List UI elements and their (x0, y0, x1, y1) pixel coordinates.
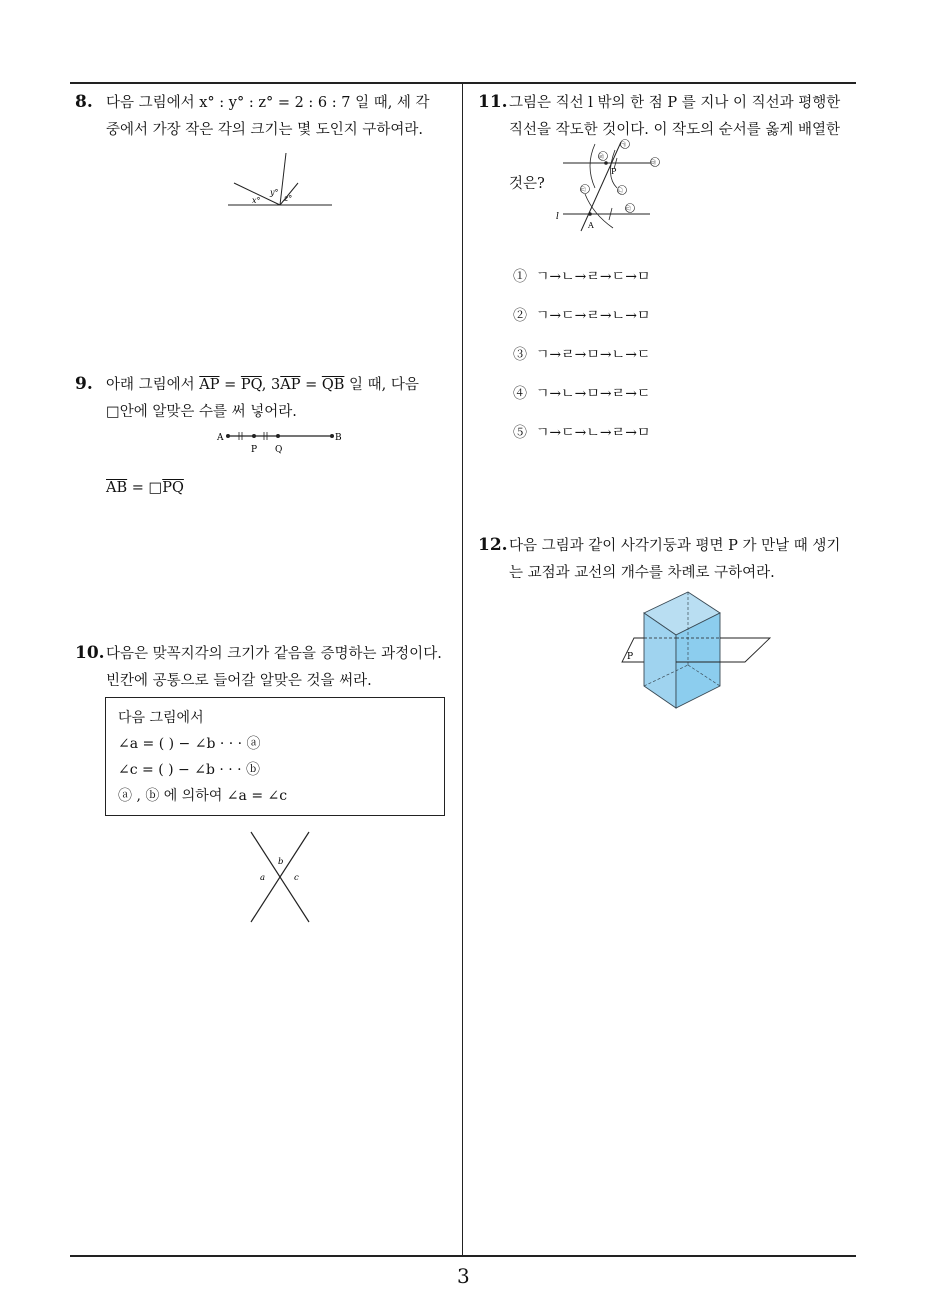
q11-label-a: A (588, 221, 594, 230)
q9-answer-equation (106, 480, 184, 496)
q11-label-k5: ㉤ (650, 160, 657, 167)
q9-text-mid: , 3 (261, 377, 281, 393)
q11-label-k2: ㉡ (617, 188, 624, 195)
q8-text-line1: 다음 그림에서 x° : y° : z° = 2 : 6 : 7 일 때, 세 각 (106, 95, 430, 111)
q10-box-line-2: ∠a = ( ) − ∠b · · · ⓐ (118, 736, 261, 752)
q11-option-4[interactable]: ④ ㄱ→ㄴ→ㅁ→ㄹ→ㄷ (513, 386, 651, 402)
q12-text-line2: 는 교점과 교선의 개수를 차례로 구하여라. (509, 565, 775, 581)
q9-answer-seg-ab: $\overline{AB}$ (106, 480, 128, 496)
q9-label-p: P (251, 445, 258, 455)
q9-label-b: B (335, 433, 342, 443)
q10-label-a: a (260, 873, 266, 883)
q8-label-z: z° (284, 194, 293, 203)
q9-text-post: 일 때, 다음 (344, 377, 419, 393)
q10-proof-box (105, 697, 445, 816)
q9-label-a: A (217, 433, 224, 443)
q9-number: 9. (75, 374, 93, 394)
q8-label-x: x° (252, 196, 261, 205)
q10-vertical-angle-figure (245, 830, 315, 924)
q10-label-b: b (278, 857, 284, 867)
q8-number: 8. (75, 92, 93, 112)
q11-number: 11. (478, 92, 508, 112)
q11-text-line3: 것은? (509, 176, 545, 192)
q11-label-k3b: ㉢ (625, 206, 632, 213)
q11-label-l: l (556, 212, 559, 222)
q12-text-line1: 다음 그림과 같이 사각기둥과 평면 P 가 만날 때 생기 (509, 538, 841, 554)
q12-label-p: P (627, 652, 634, 662)
q10-box-line-3: ∠c = ( ) − ∠b · · · ⓑ (118, 762, 261, 778)
q11-text-line2: 직선을 작도한 것이다. 이 작도의 순서를 옳게 배열한 (509, 122, 841, 138)
q11-construction-figure (555, 136, 670, 234)
q12-number: 12. (478, 535, 508, 555)
q9-answer-mid: = □ (127, 480, 163, 496)
q9-seg-qb: $\overline{QB}$ (321, 377, 345, 393)
q9-seg-ap2: $\overline{AP}$ (280, 377, 301, 393)
column-divider (462, 82, 463, 1256)
q9-text-pre: 아래 그림에서 (106, 377, 200, 393)
q9-seg-ap: $\overline{AP}$ (199, 377, 220, 393)
q8-angle-figure (220, 150, 340, 212)
q8-label-y: y° (270, 188, 279, 197)
q11-label-k3: ㉢ (580, 187, 587, 194)
q10-number: 10. (75, 643, 105, 663)
q11-label-k1: ㉠ (620, 142, 627, 149)
q11-label-p: P (611, 167, 617, 176)
q9-eq2: = (300, 377, 322, 393)
q9-eq1: = (219, 377, 241, 393)
q12-prism-plane-figure (620, 590, 780, 712)
q10-box-line-1: 다음 그림에서 (118, 710, 204, 726)
page-number: 3 (457, 1264, 470, 1288)
q10-label-c: c (294, 873, 299, 883)
q11-option-5[interactable]: ⑤ ㄱ→ㄷ→ㄴ→ㄹ→ㅁ (513, 425, 651, 441)
q10-box-line-4: ⓐ , ⓑ 에 의하여 ∠a = ∠c (118, 788, 288, 804)
q9-seg-pq: $\overline{PQ}$ (240, 377, 262, 393)
q9-segment-figure (212, 426, 352, 458)
q11-option-3[interactable]: ③ ㄱ→ㄹ→ㅁ→ㄴ→ㄷ (513, 347, 651, 363)
q9-answer-seg-pq: $\overline{PQ}$ (162, 480, 184, 496)
q9-label-q: Q (275, 445, 283, 455)
q11-text-line1: 그림은 직선 l 밖의 한 점 P 를 지나 이 직선과 평행한 (509, 95, 841, 111)
q10-text-line1: 다음은 맞꼭지각의 크기가 같음을 증명하는 과정이다. (106, 646, 442, 662)
q9-text-line1 (106, 372, 419, 399)
q11-label-k4: ㉣ (598, 154, 605, 161)
q11-option-1[interactable]: ① ㄱ→ㄴ→ㄹ→ㄷ→ㅁ (513, 269, 651, 285)
q8-text-line2: 중에서 가장 작은 각의 크기는 몇 도인지 구하여라. (106, 122, 424, 138)
q11-option-2[interactable]: ② ㄱ→ㄷ→ㄹ→ㄴ→ㅁ (513, 308, 651, 324)
q9-text-line2: □안에 알맞은 수를 써 넣어라. (106, 404, 297, 420)
q10-text-line2: 빈칸에 공통으로 들어갈 알맞은 것을 써라. (106, 673, 372, 689)
